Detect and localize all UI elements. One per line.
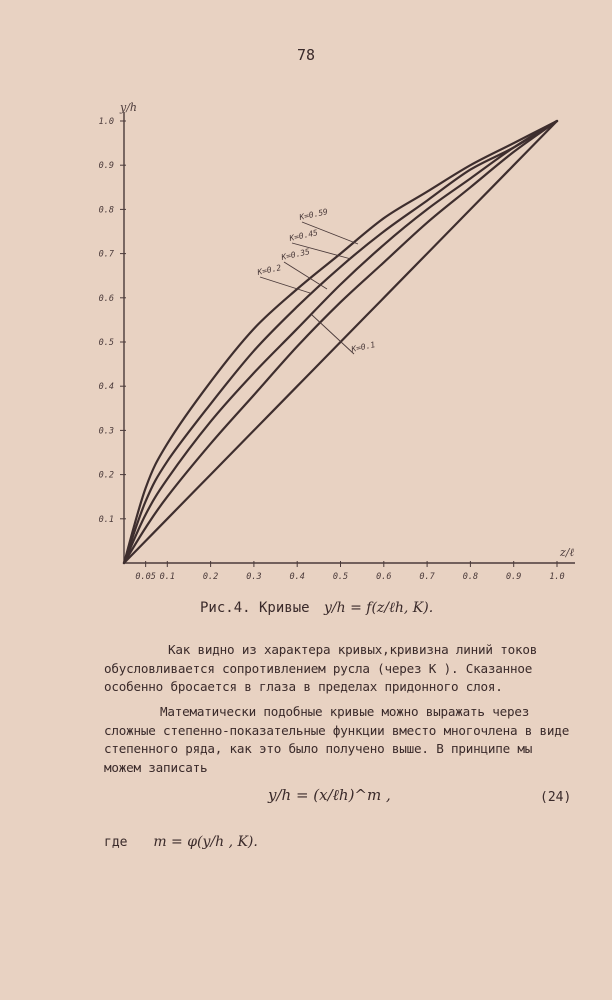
series-label: K=0.59 — [298, 207, 329, 222]
equation-number: (24) — [540, 790, 572, 805]
y-tick-label: 0.4 — [98, 382, 114, 393]
x-tick-label: 0.8 — [462, 572, 479, 582]
series-label: K=0.35 — [280, 247, 311, 262]
x-tick-label: 0.2 — [202, 572, 219, 582]
series-label: K=0.2 — [256, 263, 282, 277]
series-label: K=0.45 — [288, 228, 319, 243]
where-label: где — [104, 835, 128, 850]
y-tick-label: 0.2 — [98, 470, 114, 481]
caption-formula: y/h = f(z/ℓh, K). — [324, 600, 434, 616]
where-formula: m = φ(y/h , K). — [153, 834, 258, 850]
y-tick-label: 0.1 — [98, 514, 114, 525]
x-tick-label: 0.4 — [289, 572, 305, 582]
y-tick-label: 0.7 — [98, 249, 114, 260]
series-label: K=0.1 — [350, 340, 376, 354]
x-tick-label: 0.5 — [332, 572, 349, 582]
y-tick-label: 0.6 — [98, 293, 114, 304]
x-tick-label: 0.9 — [506, 572, 522, 582]
series-leader-line — [284, 262, 327, 289]
paragraph-2: Математически подобные кривые можно выражать через сложные степенно-показательные функции вместо многочлена в виде степенного ряда, как это было получено выше. В принципе мы можем записать — [104, 704, 570, 775]
y-axis-label: y/h — [120, 101, 138, 114]
x-tick-label: 0.6 — [376, 572, 392, 582]
x-tick-label: 0.3 — [246, 572, 262, 582]
caption-prefix: Рис.4. Кривые — [200, 600, 310, 616]
equation-24: y/h = (x/ℓh)^m , — [268, 786, 391, 804]
y-tick-label: 0.9 — [98, 161, 114, 172]
y-tick-label: 0.5 — [98, 338, 114, 348]
x-tick-label: 0.05 — [135, 572, 156, 582]
figure-caption — [200, 600, 433, 617]
x-tick-label: 0.1 — [159, 572, 175, 582]
y-tick-label: 0.8 — [98, 205, 114, 216]
x-tick-label: 1.0 — [549, 572, 565, 582]
y-tick-label: 1.0 — [98, 117, 114, 127]
where-line — [104, 834, 258, 850]
paragraph-1: Как видно из характера кривых,кривизна линий токов обусловливается сопротивлением русла (через K ). Сказанное особенно бросается в глаза в пределах придонного слоя. — [104, 642, 538, 694]
page-number: 78 — [296, 46, 316, 64]
x-tick-label: 0.7 — [419, 572, 435, 582]
x-axis-label: z/ℓ — [560, 546, 575, 559]
y-tick-label: 0.3 — [98, 426, 114, 437]
